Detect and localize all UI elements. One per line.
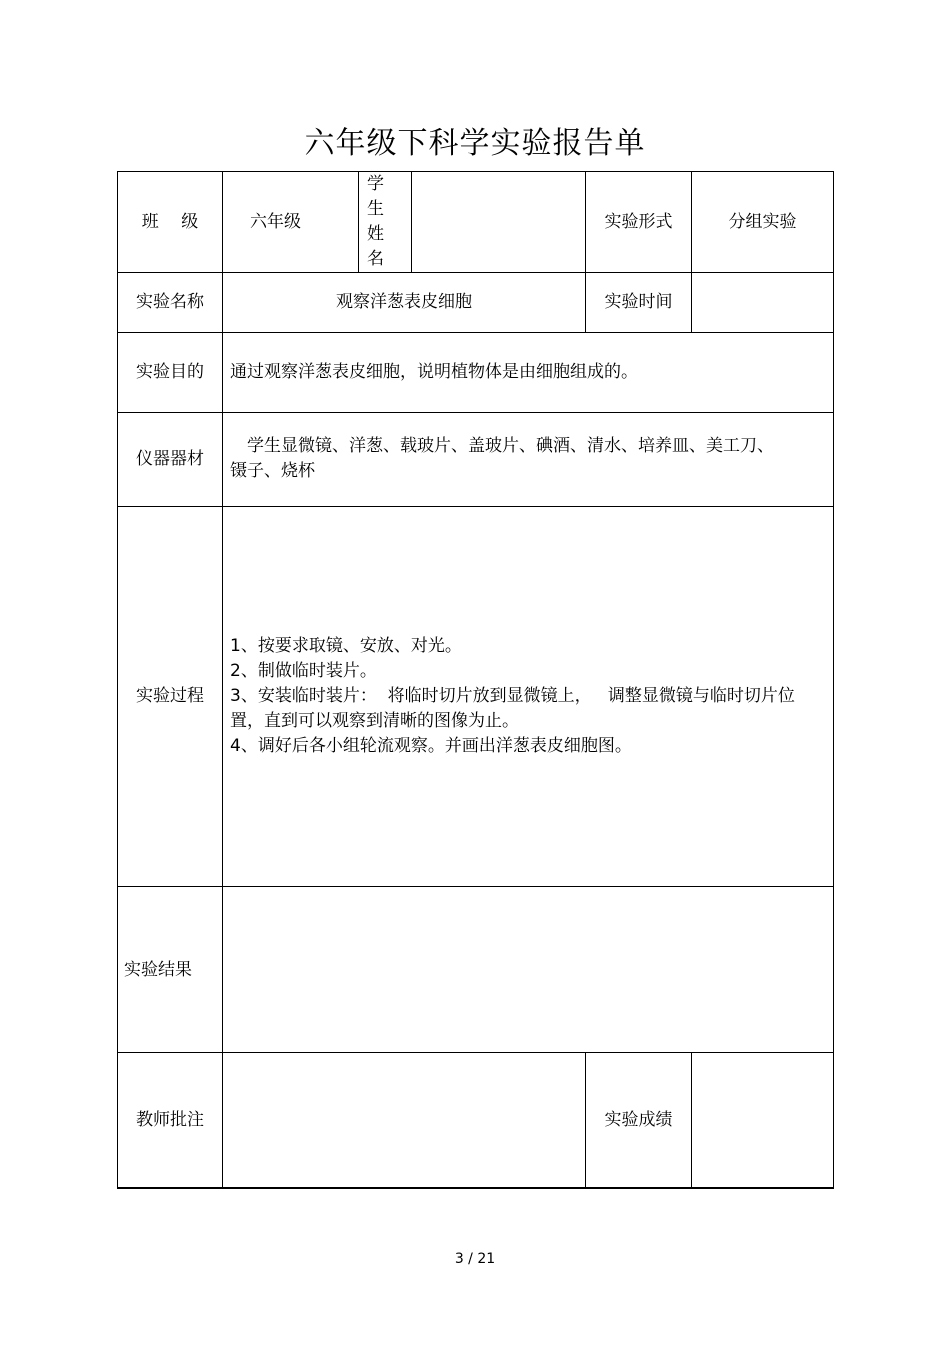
- experiment-process-value[interactable]: [230, 634, 830, 759]
- table-line: [117, 412, 834, 413]
- experiment-time-value[interactable]: [692, 273, 833, 332]
- process-step: 置，直到可以观察到清晰的图像为止。: [230, 711, 519, 731]
- experiment-purpose-value[interactable]: 通过观察洋葱表皮细胞，说明植物体是由细胞组成的。: [230, 362, 638, 382]
- process-step: 1、按要求取镜、安放、对光。: [230, 636, 462, 656]
- page-number: 3 / 21: [454, 1251, 496, 1267]
- equipment-label: 仪器器材: [136, 449, 204, 469]
- table-line: [117, 1187, 834, 1189]
- experiment-form-value[interactable]: 分组实验: [728, 211, 797, 232]
- experiment-name-label: 实验名称: [136, 292, 204, 312]
- equipment-line: 学生显微镜、洋葱、载玻片、盖玻片、碘酒、清水、培养皿、美工刀、: [230, 436, 774, 456]
- teacher-comment-value[interactable]: [223, 1053, 585, 1187]
- table-line: [833, 171, 834, 1189]
- experiment-time-label: 实验时间: [604, 292, 673, 312]
- table-line: [411, 171, 412, 272]
- student-name-label: 学 生 姓 名: [367, 174, 384, 269]
- experiment-score-value[interactable]: [692, 1053, 833, 1187]
- class-value[interactable]: 六年级: [250, 211, 301, 232]
- equipment-value[interactable]: [230, 434, 830, 484]
- experiment-process-label: 实验过程: [136, 686, 204, 706]
- experiment-result-label: 实验结果: [124, 960, 192, 980]
- class-label: 班 级: [141, 211, 199, 232]
- student-name-value[interactable]: [416, 172, 584, 272]
- table-line: [117, 506, 834, 507]
- teacher-comment-label: 教师批注: [136, 1109, 204, 1130]
- experiment-name-value[interactable]: 观察洋葱表皮细胞: [336, 292, 472, 312]
- experiment-result-value[interactable]: [230, 887, 830, 1052]
- table-line: [358, 171, 359, 272]
- report-title: 六年级下科学实验报告单: [304, 126, 646, 161]
- experiment-purpose-label: 实验目的: [136, 362, 204, 382]
- experiment-score-label: 实验成绩: [604, 1109, 673, 1130]
- process-step: 4、调好后各小组轮流观察。并画出洋葱表皮细胞图。: [230, 736, 632, 756]
- process-step: 2、制做临时装片。: [230, 661, 377, 681]
- process-step: 3、安装临时装片： 将临时切片放到显微镜上， 调整显微镜与临时切片位: [230, 686, 795, 706]
- experiment-form-label: 实验形式: [604, 211, 673, 232]
- equipment-line: 镊子、烧杯: [230, 461, 315, 481]
